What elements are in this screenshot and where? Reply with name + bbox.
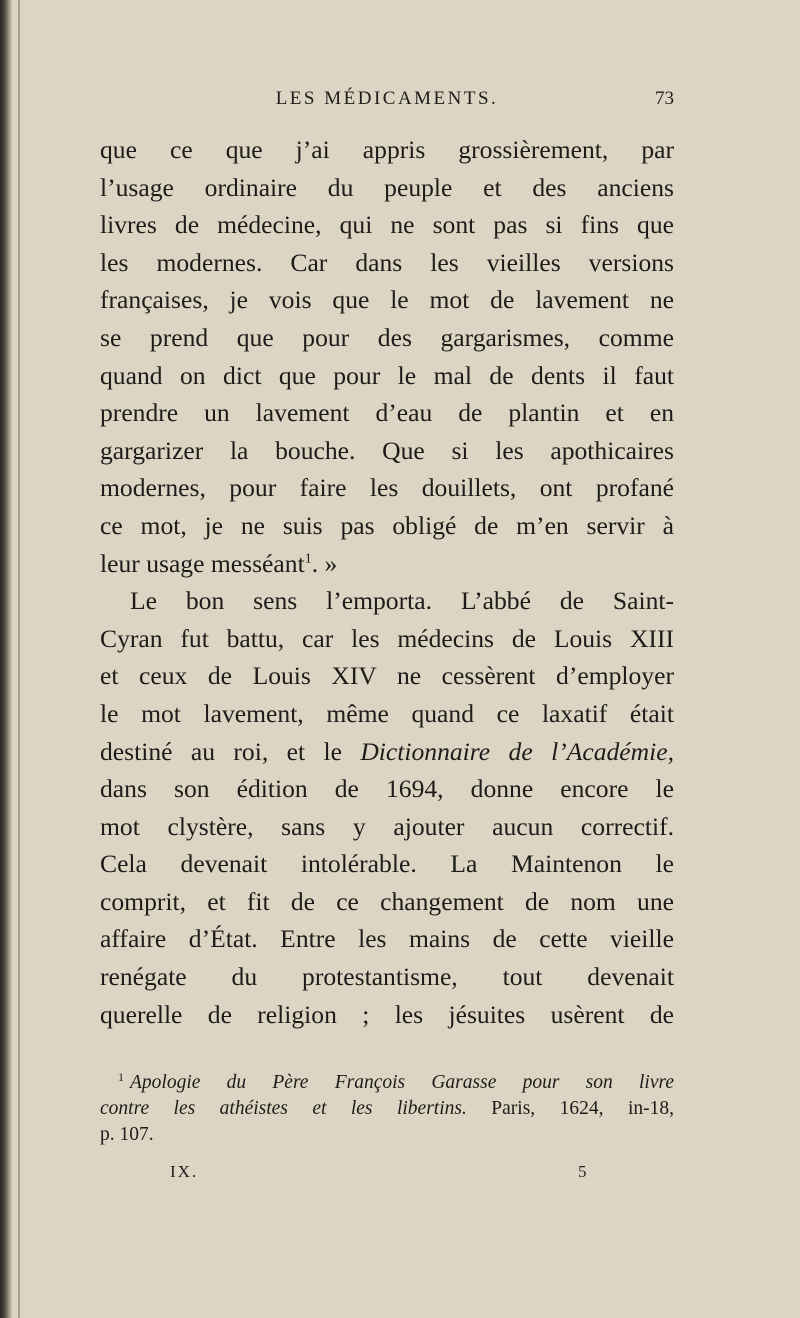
text-line: et ceux de Louis XIV ne cessèrent d’employer <box>100 661 674 691</box>
dictionary-title: Dictionnaire de l’Académie, <box>360 736 674 766</box>
text-line: quand on dict que pour le mal de dents il faut <box>100 360 674 390</box>
text-line: Cela devenait intolérable. La Maintenon le <box>100 849 674 879</box>
footnote-mark: 1 <box>118 1069 124 1084</box>
text-line: livres de médecine, qui ne sont pas si fins que <box>100 210 674 240</box>
text-line-paragraph-start: Le bon sens l’emporta. L’abbé de Saint- <box>130 586 674 616</box>
text-line: françaises, je vois que le mot de lavement ne <box>100 285 674 315</box>
text-line-paragraph-end <box>100 545 674 583</box>
footnote-line: p. 107. <box>100 1124 154 1145</box>
text-line <box>100 733 674 771</box>
footnote-book-title: Apologie du Père François Garasse pour son livre <box>130 1072 674 1093</box>
text-line: ce mot, je ne suis pas obligé de m’en servir à <box>100 510 674 540</box>
text-segment: leur usage messéant <box>100 548 305 578</box>
text-line: gargarizer la bouche. Que si les apothicaires <box>100 435 674 465</box>
footnote <box>100 1070 674 1148</box>
text-line: Cyran fut battu, car les médecins de Louis XIII <box>100 623 674 653</box>
body-text <box>100 131 674 1033</box>
running-title: LES MÉDICAMENTS. <box>275 88 499 109</box>
footnote-book-title-cont: contre les athéistes et les libertins. <box>100 1098 467 1119</box>
closing-quote: . » <box>311 548 338 578</box>
binding-edge <box>0 0 12 1318</box>
text-line: prendre un lavement d’eau de plantin et en <box>100 398 674 428</box>
footnote-line <box>100 1070 674 1096</box>
text-line: mot clystère, sans y ajouter aucun correctif. <box>100 811 674 841</box>
text-line: se prend que pour des gargarismes, comme <box>100 322 674 352</box>
text-line: modernes, pour faire les douillets, ont profané <box>100 473 674 503</box>
footnote-imprint: Paris, 1624, in-18, <box>466 1098 674 1119</box>
printer-signature <box>100 1162 674 1186</box>
page-header <box>100 84 674 114</box>
text-line: affaire d’État. Entre les mains de cette vieille <box>100 924 674 954</box>
signature-gathering: 5 <box>578 1162 587 1181</box>
text-segment: destiné au roi, et le <box>100 736 361 766</box>
footnote-line <box>100 1096 674 1122</box>
signature-volume: IX. <box>170 1162 199 1181</box>
text-line: comprit, et fit de ce changement de nom une <box>100 886 674 916</box>
text-line: que ce que j’ai appris grossièrement, par <box>100 135 674 164</box>
footnote-reference: 1 <box>304 551 312 566</box>
text-line: le mot lavement, même quand ce laxatif était <box>100 698 674 728</box>
text-line: querelle de religion ; les jésuites usèrent de <box>100 999 674 1029</box>
text-line: renégate du protestantisme, tout devenait <box>100 962 674 992</box>
page-number: 73 <box>655 88 674 109</box>
text-line: les modernes. Car dans les vieilles versions <box>100 247 674 277</box>
text-line: l’usage ordinaire du peuple et des anciens <box>100 172 674 202</box>
binding-shadow-line <box>18 0 20 1318</box>
text-line: dans son édition de 1694, donne encore le <box>100 774 674 804</box>
